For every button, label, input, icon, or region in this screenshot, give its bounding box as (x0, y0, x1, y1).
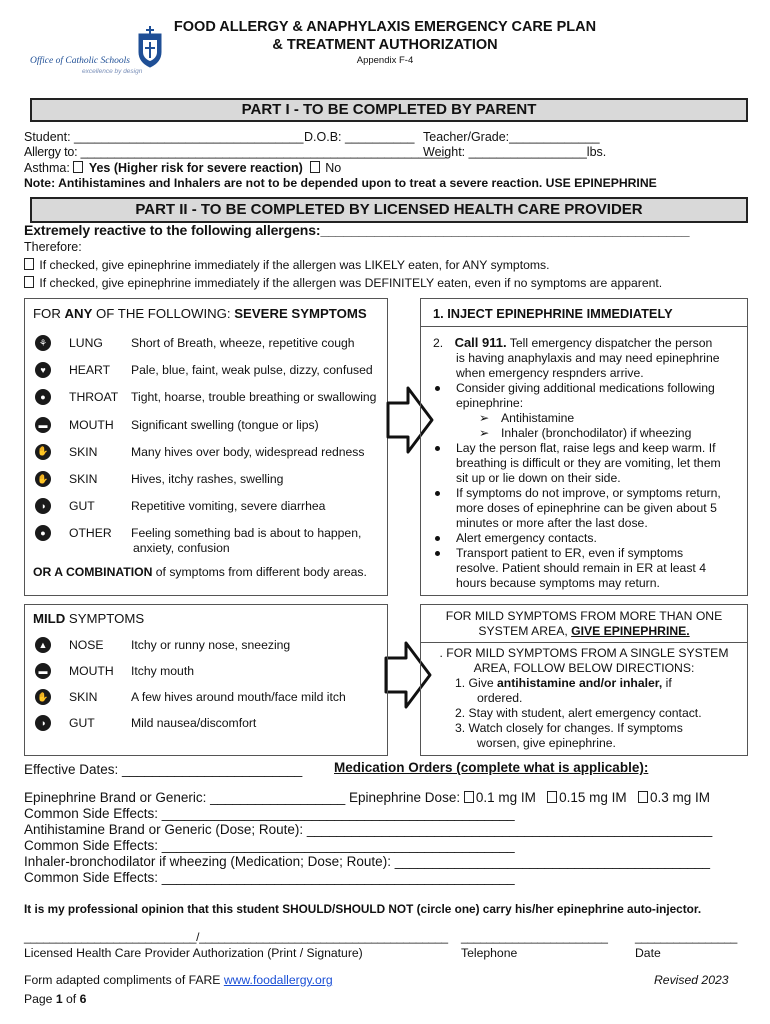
allergy-field[interactable]: Allergy to: ______________________________________________________ (24, 145, 446, 159)
asthma-label: Asthma: (24, 161, 74, 175)
severe-heading-bold: SEVERE SYMPTOMS (234, 306, 367, 321)
page-pre: Page (24, 992, 56, 1006)
combination-rest: of symptoms from different body areas. (152, 565, 367, 579)
symptom-area-label: OTHER (69, 526, 112, 541)
telephone-label: Telephone (461, 946, 518, 960)
inject-step1: 1. INJECT EPINEPHRINE IMMEDIATELY (433, 306, 673, 321)
page-total: 6 (79, 992, 87, 1006)
mild-action-line3: . FOR MILD SYMPTOMS FROM A SINGLE SYSTEM (439, 646, 729, 660)
inject-bullet-text: minutes or more after the last dose. (456, 516, 648, 530)
inject-bullet-text: Lay the person flat, raise legs and keep warm. If (456, 441, 716, 455)
skin-icon: ✋ (35, 444, 51, 460)
epinephrine-row (24, 790, 710, 805)
inject-bullet-text: resolve. Patient should remain in ER at least 4 (456, 561, 706, 575)
symptom-description: Hives, itchy rashes, swelling (131, 472, 284, 486)
side-effects-field[interactable]: Common Side Effects: _______________________________________________ (24, 806, 515, 821)
severe-heading (33, 306, 367, 321)
definitely-check-row (24, 276, 662, 290)
epinephrine-note: Note: Antihistamines and Inhalers are not to be depended upon to treat a severe reaction. USE EPINEPHRINE (24, 176, 657, 190)
symptom-description: Many hives over body, widespread redness (131, 444, 365, 459)
asthma-row (24, 161, 341, 175)
inject-box (420, 298, 748, 596)
symptom-area-label: MOUTH (69, 417, 114, 432)
severe-heading-any: ANY (64, 306, 93, 321)
symptom-area-label: GUT (69, 716, 95, 730)
mild-action-box (420, 604, 748, 756)
asthma-no-label: No (325, 161, 342, 175)
symptom-description: anxiety, confusion (133, 541, 230, 556)
medication-orders-heading: Medication Orders (complete what is applicable): (334, 760, 649, 775)
page-title-line2: & TREATMENT AUTHORIZATION (272, 37, 498, 53)
dose-015-label: 0.15 mg IM (559, 790, 627, 805)
inject-bullet-text: Transport patient to ER, even if symptoms (456, 546, 684, 560)
sub-bullet-arrow-icon: ➢ (479, 411, 490, 425)
mild-heading-bold: MILD (33, 611, 66, 626)
gut-icon: ◑ (35, 498, 51, 514)
part2-title: PART II - TO BE COMPLETED BY LICENSED HEALTH CARE PROVIDER (30, 197, 748, 223)
dob-field[interactable]: D.O.B: __________ (304, 130, 415, 144)
mild-step2: 2. Stay with student, alert emergency contact. (455, 706, 702, 720)
symptom-description: Short of Breath, wheeze, repetitive cough (131, 336, 355, 350)
symptom-area-label: LUNG (69, 336, 103, 350)
signature-label: Licensed Health Care Provider Authorization (Print / Signature) (24, 946, 363, 960)
symptom-description: Mild nausea/discomfort (131, 716, 257, 730)
symptom-description: Itchy mouth (131, 664, 194, 678)
side-effects-field[interactable]: Common Side Effects: _______________________________________________ (24, 870, 515, 885)
professional-opinion: It is my professional opinion that this student SHOULD/SHOULD NOT (circle one) carry his/her epinephrine auto-injector. (24, 902, 702, 916)
likely-check-row (24, 258, 550, 272)
definitely-checkbox[interactable] (24, 276, 34, 288)
epinephrine-brand-field[interactable]: Epinephrine Brand or Generic: __________________ Epinephrine Dose: (24, 790, 461, 805)
antihistamine-field[interactable]: Antihistamine Brand or Generic (Dose; Route): ______________________________________________________ (24, 822, 713, 837)
bullet-icon (435, 446, 440, 451)
inject-sub-bullet: Antihistamine (501, 411, 575, 425)
part1-title: PART I - TO BE COMPLETED BY PARENT (30, 98, 748, 122)
student-field[interactable]: Student: _________________________________ (24, 130, 304, 144)
symptom-description: A few hives around mouth/face mild itch (131, 690, 346, 704)
nose-icon: ▲ (35, 637, 51, 653)
symptom-area-label: SKIN (69, 444, 98, 459)
inject-bullet-text: sit up or lie down on their side. (456, 471, 621, 485)
allergens-field[interactable]: Extremely reactive to the following allergens:________________________________________________ (24, 222, 690, 238)
appendix-label: Appendix F-4 (356, 55, 414, 66)
lung-icon: ⚘ (35, 335, 51, 351)
severe-heading-mid: OF THE FOLLOWING: (92, 306, 235, 321)
step2-line2: is having anaphylaxis and may need epinephrine (456, 351, 720, 365)
date-label: Date (635, 946, 661, 960)
mild-heading (33, 611, 144, 626)
mild-action-line1: FOR MILD SYMPTOMS FROM MORE THAN ONE (445, 609, 723, 623)
mild-action-divider (421, 642, 747, 643)
bullet-icon (435, 386, 440, 391)
likely-checkbox[interactable] (24, 258, 34, 270)
inject-bullet-text: If symptoms do not improve, or symptoms return, (456, 486, 721, 500)
symptom-area-label: SKIN (69, 690, 98, 704)
symptom-description: Feeling something bad is about to happen, (131, 526, 362, 541)
combination-bold: OR A COMBINATION (33, 565, 153, 579)
inject-bullet-text: more doses of epinephrine can be given about 5 (456, 501, 717, 515)
symptom-description: Repetitive vomiting, severe diarrhea (131, 499, 326, 514)
step2-number: 2. (433, 336, 444, 350)
asthma-yes-label: Yes (Higher risk for severe reaction) (88, 161, 303, 175)
dose-03-label: 0.3 mg IM (649, 790, 710, 805)
bullet-icon (435, 491, 440, 496)
symptom-area-label: HEART (69, 363, 111, 378)
page-current: 1 (55, 992, 63, 1006)
symptom-description: Pale, blue, faint, weak pulse, dizzy, confused (131, 363, 373, 378)
inject-step2 (433, 335, 743, 381)
heart-icon: ♥ (35, 362, 51, 378)
bullet-icon (435, 551, 440, 556)
dose-01-label: 0.1 mg IM (475, 790, 536, 805)
mild-step1-pre: 1. Give (455, 676, 497, 690)
page-number (24, 992, 86, 1006)
dose-checkbox[interactable] (547, 791, 557, 803)
dose-checkbox[interactable] (464, 791, 474, 803)
symptom-area-label: THROAT (69, 390, 119, 405)
mild-step1-cont: ordered. (477, 691, 523, 705)
foodallergy-link[interactable]: www.foodallergy.org (223, 973, 333, 987)
definitely-check-text: If checked, give epinephrine immediately if the allergen was DEFINITELY eaten, even if no symptoms are apparent. (39, 276, 663, 290)
skin-icon: ✋ (35, 689, 51, 705)
other-icon: ● (35, 525, 51, 541)
severe-symptoms-box (24, 298, 388, 596)
weight-field[interactable]: Weight: _________________lbs. (423, 145, 607, 159)
asthma-yes-checkbox[interactable] (73, 161, 83, 173)
asthma-no-checkbox[interactable] (310, 161, 320, 173)
adapted-text: Form adapted compliments of FARE (24, 973, 224, 987)
mild-action-line2-pre: SYSTEM AREA, (478, 624, 572, 638)
mild-step1-post: if (662, 676, 672, 690)
therefore-label: Therefore: (24, 240, 82, 254)
logo-text: Office of Catholic Schools (30, 56, 131, 66)
side-effects-field[interactable]: Common Side Effects: _______________________________________________ (24, 838, 515, 853)
symptom-area-label: SKIN (69, 472, 98, 486)
inject-divider (421, 326, 747, 327)
telephone-line[interactable]: _______________________ (461, 930, 608, 944)
inject-bullet-text: Consider giving additional medications following (456, 381, 715, 395)
mouth-icon: ▬ (35, 417, 51, 433)
page-mid: of (62, 992, 80, 1006)
effective-dates-field[interactable]: Effective Dates: ________________________ (24, 762, 303, 777)
bullet-icon (435, 536, 440, 541)
combination-note (33, 565, 367, 579)
skin-icon: ✋ (35, 471, 51, 487)
page-title-line1: FOOD ALLERGY & ANAPHYLAXIS EMERGENCY CARE PLAN (173, 19, 597, 35)
call-911-label: Call 911. (454, 335, 507, 350)
dose-checkbox[interactable] (638, 791, 648, 803)
symptom-area-label: GUT (69, 499, 95, 514)
date-line[interactable]: ________________ (635, 930, 737, 944)
mild-heading-rest: SYMPTOMS (65, 611, 145, 626)
revised-label: Revised 2023 (654, 973, 729, 987)
likely-check-text: If checked, give epinephrine immediately if the allergen was LIKELY eaten, for ANY symptoms. (39, 258, 550, 272)
inject-bullet-text: hours because symptoms may return. (456, 576, 660, 590)
step2-line3: when emergency respnders arrive. (456, 366, 644, 380)
sub-bullet-arrow-icon: ➢ (479, 426, 490, 440)
signature-line[interactable]: ___________________________/_______________________________________ (24, 930, 448, 944)
mild-action-line4: AREA, FOLLOW BELOW DIRECTIONS: (473, 661, 695, 675)
teacher-grade-field[interactable]: Teacher/Grade:_____________ (423, 130, 600, 144)
symptom-description: Itchy or runny nose, sneezing (131, 638, 291, 652)
throat-icon: ● (35, 389, 51, 405)
symptom-area-label: NOSE (69, 638, 104, 652)
mild-step1-bold: antihistamine and/or inhaler, (497, 676, 663, 690)
symptom-description: Tight, hoarse, trouble breathing or swallowing (131, 390, 377, 405)
give-epinephrine-label: GIVE EPINEPHRINE. (571, 624, 690, 638)
inject-bullet-text: breathing is difficult or they are vomiting, let them (456, 456, 721, 470)
symptom-area-label: MOUTH (69, 664, 114, 678)
mouth-icon: ▬ (35, 663, 51, 679)
mild-symptoms-box (24, 604, 388, 756)
severe-heading-pre: FOR (33, 306, 65, 321)
mild-step3-cont: worsen, give epinephrine. (477, 736, 616, 750)
inject-bullet-text: Alert emergency contacts. (456, 531, 597, 545)
logo-tagline: excellence by design (82, 68, 143, 75)
gut-icon: ◑ (35, 715, 51, 731)
inject-bullet-text: epinephrine: (456, 396, 524, 410)
mild-step3: 3. Watch closely for changes. If symptoms (455, 721, 683, 735)
mild-step1 (455, 676, 672, 691)
step2-line1: Tell emergency dispatcher the person (506, 336, 713, 350)
inject-sub-bullet: Inhaler (bronchodilator) if wheezing (501, 426, 692, 440)
adapted-note (24, 973, 333, 987)
mild-action-line2 (421, 624, 747, 639)
symptom-description: Significant swelling (tongue or lips) (131, 417, 319, 432)
inhaler-field[interactable]: Inhaler-bronchodilator if wheezing (Medication; Dose; Route): __________________________________________ (24, 854, 711, 869)
